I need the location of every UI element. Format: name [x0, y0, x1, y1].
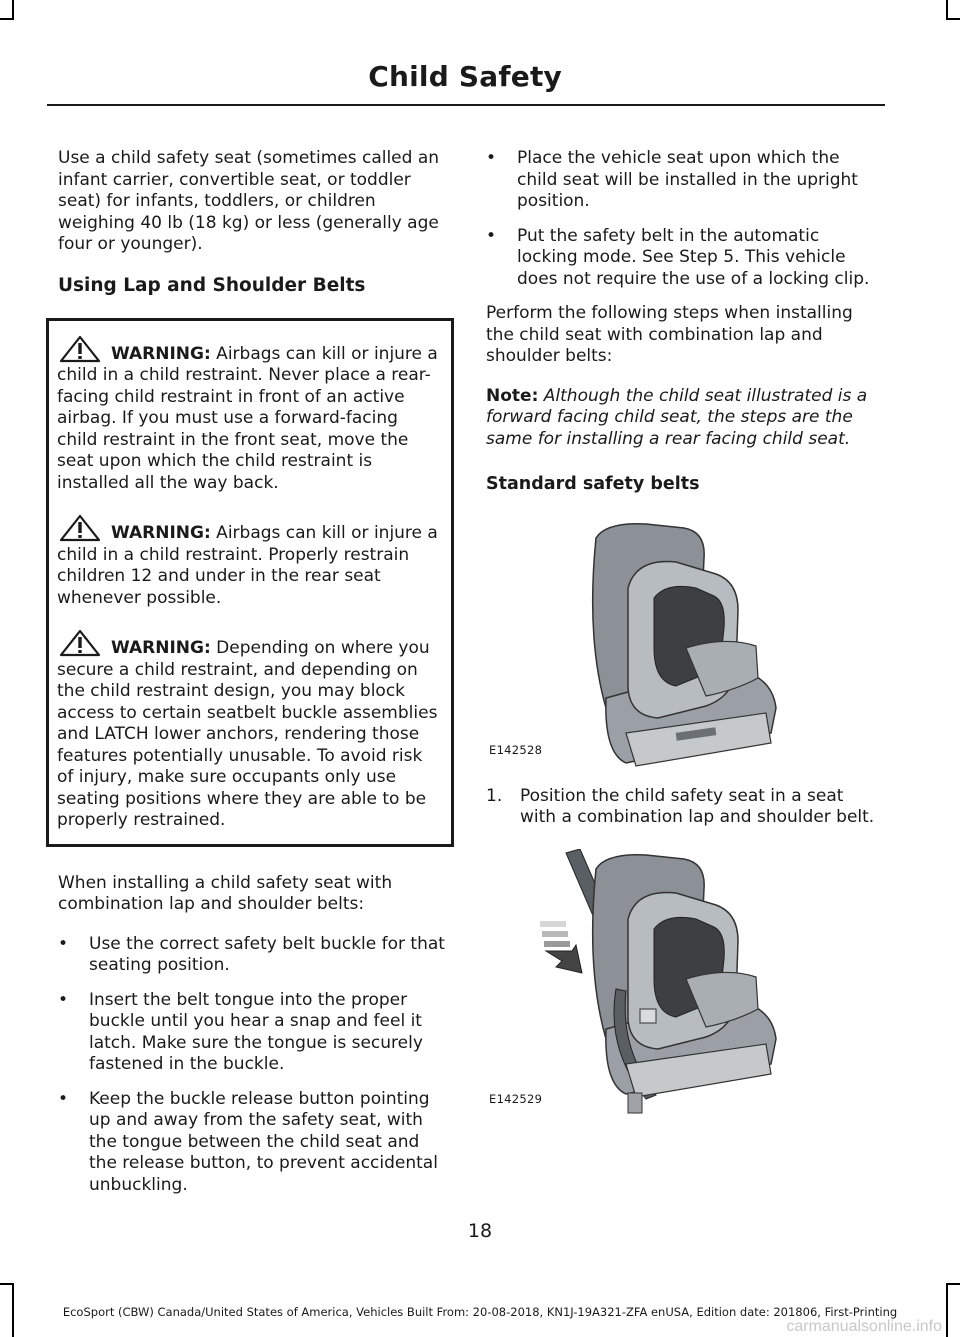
- step-list: [486, 786, 878, 829]
- figure-code: E142529: [489, 1092, 543, 1106]
- warning-triangle-icon: [59, 335, 101, 363]
- child-seat-illustration: [486, 508, 878, 766]
- note-label: Note:: [486, 385, 539, 406]
- steps-intro: Perform the following steps when installing the child seat with combination lap and shoulder belts:: [486, 303, 853, 366]
- warning-label: WARNING:: [111, 523, 211, 543]
- warning-label: WARNING:: [111, 638, 211, 658]
- child-seat-image: [566, 518, 786, 768]
- section-heading: Using Lap and Shoulder Belts: [58, 274, 366, 296]
- header-rule: [47, 104, 885, 106]
- warning-text: Airbags can kill or injure a child in a child restraint. Never place a rear-facing child restraint in front of an active airbag. If you must use a forward-facing child restraint in the front seat, move the seat upon which the child restraint is installed all the way back.: [57, 343, 438, 493]
- left-column: [58, 148, 446, 1209]
- warning-triangle-icon: [59, 629, 101, 657]
- child-seat-belt-image: [536, 849, 796, 1119]
- warning-label: WARNING:: [111, 343, 211, 364]
- subheading: Standard safety belts: [486, 474, 700, 494]
- crop-mark: [946, 18, 960, 20]
- warning-triangle-icon: [59, 514, 101, 542]
- page-title: Child Safety: [368, 60, 562, 93]
- page-number: 18: [467, 1220, 493, 1242]
- crop-mark: [946, 0, 948, 18]
- list-item: • Put the safety belt in the automatic locking mode. See Step 5. This vehicle does not require the use of a locking clip.: [486, 226, 878, 291]
- list-item: • Use the correct safety belt buckle for that seating position.: [58, 934, 446, 977]
- warning-text: Depending on where you secure a child restraint, and depending on the child restraint design, you may block access to certain seatbelt buckle assemblies and LATCH lower anchors, rendering those features potentially unusable. To avoid risk of injury, make sure occupants only use seating positions where they are able to be properly restrained.: [57, 638, 438, 830]
- step-item: [486, 786, 878, 829]
- bullet-list: [58, 934, 446, 1197]
- warning-box: [46, 318, 454, 847]
- child-seat-belt-illustration: [486, 843, 878, 1115]
- crop-mark: [946, 1283, 960, 1285]
- figure-code: E142528: [489, 743, 543, 757]
- list-item: • Insert the belt tongue into the proper buckle until you hear a snap and feel it latch. Make sure the tongue is securely fastened in the buckle.: [58, 990, 446, 1076]
- warning-text: Airbags can kill or injure a child in a child restraint. Properly restrain children 12 and under in the rear seat whenever possible.: [57, 523, 438, 608]
- right-column: [486, 148, 878, 1115]
- crop-mark: [0, 18, 14, 20]
- note: [486, 386, 878, 451]
- bullet-list: [486, 148, 878, 290]
- list-item: • Place the vehicle seat upon which the child seat will be installed in the upright position.: [486, 148, 878, 213]
- warning-item: [57, 629, 443, 832]
- list-item: • Keep the buckle release button pointing up and away from the safety seat, with the tongue between the child seat and the release button, to prevent accidental unbuckling.: [58, 1089, 446, 1197]
- watermark: carmanualsonline.info: [786, 1318, 942, 1335]
- warning-item: [57, 335, 443, 495]
- note-text: Although the child seat illustrated is a forward facing child seat, the steps are the same for installing a rear facing child seat.: [486, 385, 868, 449]
- intro-paragraph: Use a child safety seat (sometimes called an infant carrier, convertible seat, or toddler seat) for infants, toddlers, or children weighing 40 lb (18 kg) or less (generally age four or younger).: [58, 148, 440, 254]
- install-intro: When installing a child safety seat with combination lap and shoulder belts:: [58, 872, 393, 914]
- step-text: Position the child safety seat in a seat with a combination lap and shoulder belt.: [520, 785, 875, 827]
- footer-text: EcoSport (CBW) Canada/United States of America, Vehicles Built From: 20-08-2018, KN1J-19A321-ZFA enUSA, Edition date: 201806, First-Printing: [62, 1305, 898, 1319]
- warning-item: [57, 514, 443, 609]
- crop-mark: [12, 0, 14, 18]
- crop-mark: [0, 1283, 14, 1285]
